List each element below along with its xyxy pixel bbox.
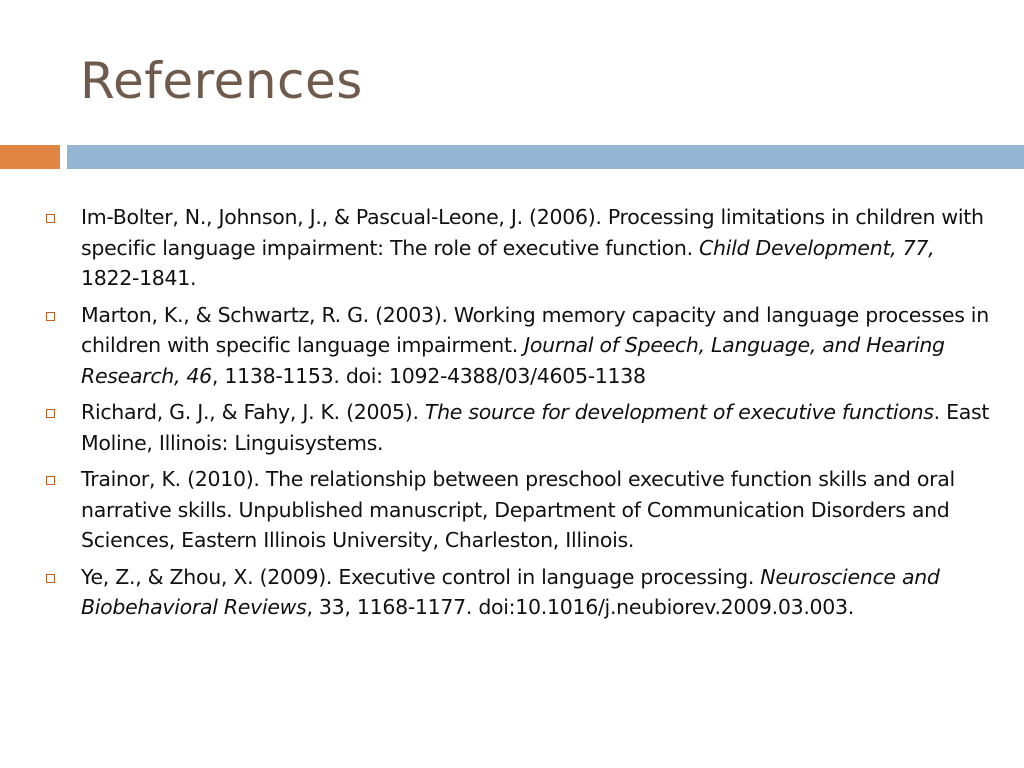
square-bullet-icon: [46, 574, 55, 583]
reference-text-end: . East Moline, Illinois: Linguisystems.: [81, 400, 990, 455]
square-bullet-icon: [46, 409, 55, 418]
reference-item: [42, 464, 992, 556]
accent-bar-blue: [67, 145, 1024, 169]
reference-list: [42, 202, 992, 629]
reference-text-end: , 1138-1153. doi: 1092-4388/03/4605-1138: [211, 363, 646, 388]
reference-italic: Journal of Speech, Language, and Hearing Research, 46: [81, 333, 945, 388]
reference-item: [42, 300, 992, 392]
reference-text: Ye, Z., & Zhou, X. (2009). Executive control in language processing.: [81, 564, 761, 589]
reference-text: Im-Bolter, N., Johnson, J., & Pascual-Leone, J. (2006). Processing limitations in children with specific language impairment: The role of executive function.: [81, 205, 984, 260]
reference-text-end: , 33, 1168-1177. doi:10.1016/j.neubiorev.2009.03.003.: [306, 595, 855, 619]
reference-italic: The source for development of executive functions: [424, 400, 934, 424]
accent-bar-orange: [0, 145, 60, 169]
reference-item: [42, 202, 992, 294]
reference-italic: Neuroscience and Biobehavioral Reviews: [81, 564, 940, 619]
square-bullet-icon: [46, 214, 55, 223]
reference-text: Marton, K., & Schwartz, R. G. (2003). Working memory capacity and language processes in children with specific language impairment.: [81, 302, 989, 357]
reference-text: Richard, G. J., & Fahy, J. K. (2005).: [81, 400, 425, 424]
slide-title: References: [80, 52, 363, 110]
square-bullet-icon: [46, 476, 55, 485]
reference-item: [42, 397, 992, 458]
reference-text-end: 1822-1841.: [81, 266, 197, 290]
reference-item: [42, 562, 992, 623]
reference-italic: Child Development, 77,: [699, 235, 935, 260]
square-bullet-icon: [46, 312, 55, 321]
reference-text: Trainor, K. (2010). The relationship between preschool executive function skills and oral narrative skills. Unpublished manuscript, Department of Communication Disorders and Sciences, Eastern Illinois University, Charleston, Illinois.: [81, 467, 955, 552]
